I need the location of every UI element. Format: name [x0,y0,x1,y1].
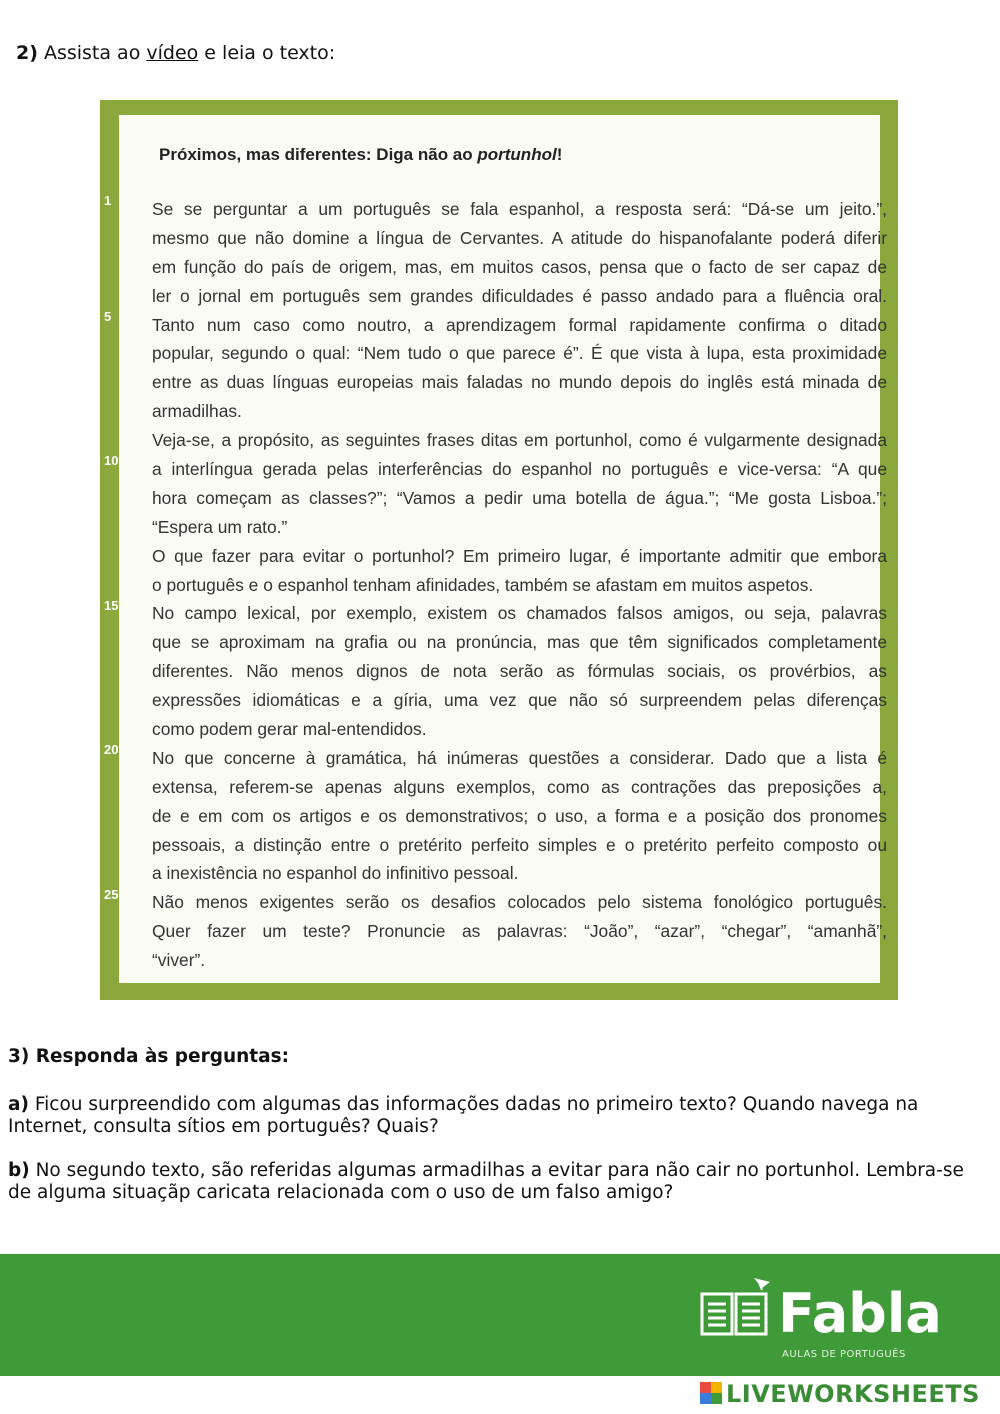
article-line: Tanto num caso como noutro, a aprendizagem formal rapidamente confirma o ditado [152,314,887,335]
article-line: Veja-se, a propósito, as seguintes frases ditas em portunhol, como é vulgarmente designada [152,430,887,451]
article-line: armadilhas. [152,401,242,422]
article-line: expressões idiomáticas e a gíria, uma vez que não só surpreendem pelas diferenças [152,690,887,711]
article-line: Não menos exigentes serão os desafios colocados pelo sistema fonológico português. [152,892,887,913]
question-2-number: 2) [16,42,38,64]
question-3-heading: 3) Responda às perguntas: [8,1046,290,1067]
article-body [152,195,887,975]
article-line: em função do país de origem, mas, em muitos casos, pensa que o facto de ser capaz de [152,256,887,277]
article-line: que se aproximam na grafia ou na pronúncia, mas que têm significados completamente [152,632,887,653]
liveworksheets-bar [0,1376,1000,1414]
article-line: hora começam as classes?”; “Vamos a pedir uma botella de água.”; “Me gosta Lisboa.”; [152,487,887,508]
article-line: O que fazer para evitar o portunhol? Em primeiro lugar, é importante admitir que embora [152,545,887,566]
question-3b-label: b) [8,1160,30,1181]
brand-subtitle: AULAS DE PORTUGUÊS [782,1349,906,1360]
article-title-italic: portunhol [477,145,557,164]
article-line: a interlíngua gerada pelas interferências do espanhol no português e vice-versa: “A que [152,459,887,480]
question-2-text-after: e leia o texto: [198,42,336,64]
article-line: mesmo que não domine a língua de Cervantes. A atitude do hispanofalante poderá diferir [152,227,887,248]
article-title-prefix: Próximos, mas diferentes: Diga não ao [159,145,478,164]
article-paper [119,115,887,983]
article-title-suffix: ! [556,145,563,164]
article-line: como podem gerar mal-entendidos. [152,719,427,740]
question-3a-text: Ficou surpreendido com algumas das informações dadas no primeiro texto? Quando navega na Internet, consulta sítios em português? Quais? [8,1094,919,1137]
article-frame [100,100,898,1000]
article-line: No que concerne à gramática, há inúmeras questões a considerar. Dado que a lista é [152,747,887,768]
liveworksheets-logo-icon [700,1382,722,1404]
article-line: Se se perguntar a um português se fala espanhol, a resposta será: “Dá-se um jeito.”, [152,199,887,219]
article-line: extensa, referem-se apenas alguns exemplos, como as contrações das preposições a, [152,776,887,797]
article-line: pessoais, a distinção entre o pretérito perfeito simples e o pretérito perfeito composto ou [152,834,887,855]
video-link[interactable]: vídeo [146,42,199,64]
question-2-text-before: Assista ao [37,42,147,64]
line-number: 15 [104,598,119,613]
article-line: diferentes. Não menos dignos de nota serão as fórmulas sociais, os provérbios, as [152,661,887,682]
article-line: popular, segundo o qual: “Nem tudo o que parece é”. É que vista à lupa, esta proximidade [152,343,887,364]
article-line: No campo lexical, por exemplo, existem os chamados falsos amigos, ou seja, palavras [152,603,887,624]
article-line: ler o jornal em português sem grandes dificuldades é passo andado para a fluência oral. [152,285,887,306]
article-line: de e em com os artigos e os demonstrativos; o uso, a forma e a posição dos pronomes [152,805,887,826]
article-line: entre as duas línguas europeias mais faladas no mundo depois do inglês está minada de [152,372,887,393]
article-line: o português e o espanhol tenham afinidades, também se afastam em muitos aspetos. [152,574,814,595]
article-line: “Espera um rato.” [152,516,288,537]
liveworksheets-watermark: LIVEWORKSHEETS [726,1380,980,1408]
article-line: Quer fazer um teste? Pronuncie as palavras: “João”, “azar”, “chegar”, “amanhã”, [152,921,887,942]
brand-name: Fabla [778,1282,942,1345]
article-line: a inexistência no espanhol do infinitivo pessoal. [152,863,519,884]
question-2 [16,42,335,64]
article-title [159,145,562,165]
open-book-icon [696,1276,772,1340]
question-3a [8,1094,988,1138]
line-number: 10 [104,453,119,468]
line-number: 20 [104,742,119,757]
question-3a-label: a) [8,1094,29,1115]
line-number: 1 [104,193,112,208]
question-3b [8,1160,988,1204]
line-number: 25 [104,887,119,902]
question-3b-text: No segundo texto, são referidas algumas armadilhas a evitar para não cair no portunhol. Lembra-se de alguma situaçãp caricata relacionada com o uso de um falso amigo? [8,1160,964,1203]
article-line: “viver”. [152,950,206,971]
line-number: 5 [104,309,112,324]
